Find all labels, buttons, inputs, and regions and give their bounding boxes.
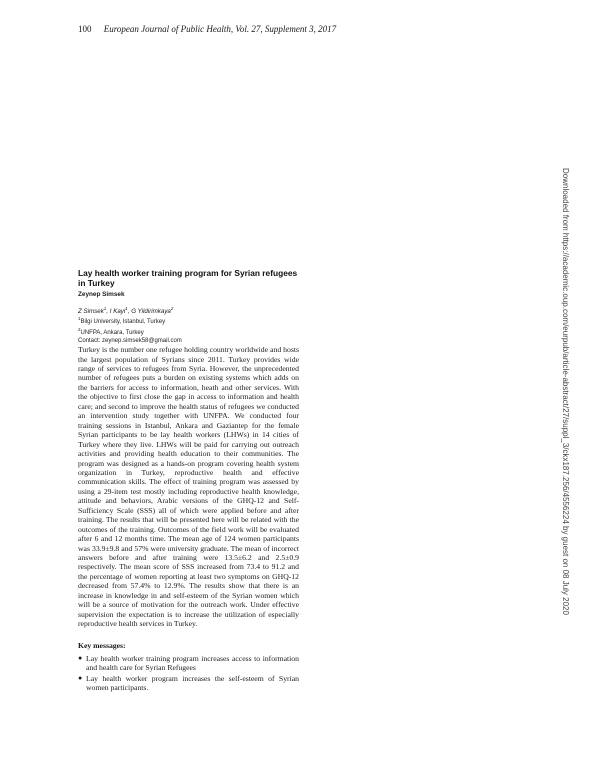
author-sup: 1 xyxy=(103,306,107,311)
presenter-name: Zeynep Simsek xyxy=(78,291,125,298)
key-messages-list xyxy=(78,654,299,693)
author-sup: 2 xyxy=(170,306,174,311)
journal-citation: European Journal of Public Health, Vol. 27, Supplement 3, 2017 xyxy=(103,24,337,34)
abstract-body: Turkey is the number one refugee holding country worldwide and hosts the largest population of Syrians since 2011. Turkey provides wide range of services to refugees from Syria. However, the unprecedented number of refugees puts a burden on existing systems which adds on the barriers for access to information, heath and other services. With the objective to first close the gap in access to information and health care; and second to improve the health status of refugees we conducted an intervention study together with UNFPA. We conducted four training sessions in Istanbul, Ankara and Gaziantep for the female Syrian participants to be lay health workers (LHWs) in 14 cities of Turkey where they live. LHWs will be paid for carrying out outreach activities and providing health education to their communities. The program was designed as a hands-on program covering health system organization in Turkey, reproductive health and effective communication skills. The effect of training program was assessed by using a 29-item test mostly including reproductive health knowledge, attitude and behaviors, Arabic versions of the GHQ-12 and Self-Sufficiency Scale (SSS) all of which were applied before and after training. The results that will be presented here will be related with the outcomes of the training. Outcomes of the field work will be evaluated after 6 and 12 months time. The mean age of 124 women participants was 33.9±9.8 and 57% were university graduate. The mean of incorrect answers before and after training were 13.5±6.2 and 2.5±0.9 respectively. The mean score of SSS increased from 73.4 to 91.2 and the percentage of women reporting at least two symptoms on GHQ-12 decreased from 57.4% to 12.9%. The results show that there is an increase in knowledge in and self-esteem of the Syrian women which will be a source of motivation for the outreach work. Under effective supervision the expectation is to increase the utilization of especially reproductive health services in Turkey. xyxy=(78,345,299,629)
download-watermark: Downloaded from https://academic.oup.com/eurpub/article-abstract/27/suppl_3/ckx187.256/4556224 by guest on 08 July 2020 xyxy=(561,168,570,615)
key-message-text: Lay health worker program increases the self-esteem of Syrian women participants. xyxy=(86,673,299,693)
running-header xyxy=(78,24,336,34)
page-number: 100 xyxy=(78,24,92,34)
author-name: G Yildirimkaya xyxy=(131,308,171,316)
key-message-item xyxy=(78,654,299,673)
key-message-text: Lay health worker training program increases access to information and health care for Syrian Refugees xyxy=(86,653,299,673)
affiliation-text: Bilgi University, Istanbul, Turkey xyxy=(80,319,166,326)
author-name: I Kayi xyxy=(109,308,126,316)
bullet-icon: ● xyxy=(78,673,83,682)
author-sup: 1 xyxy=(125,306,128,311)
bullet-icon: ● xyxy=(78,653,83,662)
affiliation xyxy=(78,315,299,326)
affiliation xyxy=(78,326,299,337)
abstract-article xyxy=(78,268,299,693)
key-message-item xyxy=(78,674,299,693)
affiliation-text: UNFPA, Ankara, Turkey xyxy=(80,330,144,337)
author-name: Z Simsek xyxy=(78,308,104,316)
affiliation-sup: 2 xyxy=(78,327,81,333)
contact-line: Contact: zeynep.simsek58@gmail.com xyxy=(78,338,182,345)
affiliation-sup: 1 xyxy=(78,316,81,322)
key-messages-heading: Key messages: xyxy=(78,640,126,650)
author-list: Z Simsek$^1$, I Kayi$^1$, G Yildirimkaya$^2$ xyxy=(78,306,174,316)
article-title: Lay health worker training program for Syrian refugees in Turkey xyxy=(78,268,298,288)
